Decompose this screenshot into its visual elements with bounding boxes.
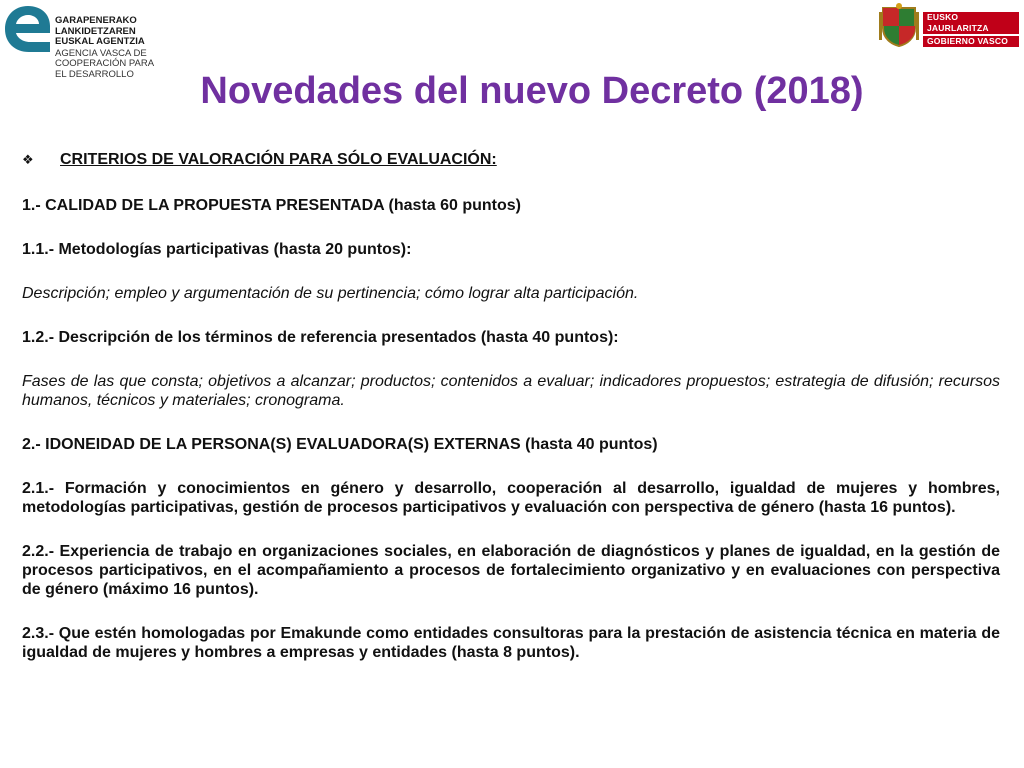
criterion-1-1-heading: 1.1.- Metodologías participativas (hasta 20 puntos): xyxy=(22,241,412,258)
criterion-1-2-description: Fases de las que consta; objetivos a alcanzar; productos; contenidos a evaluar; indicadores propuestos; estrategia de difusión; recursos humanos, técnicos y materiales; cronograma. xyxy=(22,373,1000,409)
criterion-1-1-description: Descripción; empleo y argumentación de su pertinencia; cómo lograr alta participación. xyxy=(22,285,639,302)
agency-logo-subline: AGENCIA VASCA DE xyxy=(55,47,147,59)
section-heading: CRITERIOS DE VALORACIÓN PARA SÓLO EVALUACIÓN: xyxy=(60,151,497,168)
criterion-1-heading: 1.- CALIDAD DE LA PROPUESTA PRESENTADA (hasta 60 puntos) xyxy=(22,197,521,214)
government-logo-text xyxy=(923,12,1019,47)
page-title: Novedades del nuevo Decreto (2018) xyxy=(200,70,864,112)
coat-of-arms-icon xyxy=(877,2,921,48)
e-letter-logo-icon xyxy=(2,2,54,56)
agency-logo-line: LANKIDETZAREN xyxy=(55,25,136,37)
agency-logo-line: GARAPENERAKO xyxy=(55,15,137,26)
criterion-2-3: 2.3.- Que estén homologadas por Emakunde como entidades consultoras para la prestación de asistencia técnica en materia de igualdad de mujeres y hombres a empresas y entidades (hasta 8 puntos). xyxy=(22,625,1000,661)
government-logo-line: GOBIERNO VASCO xyxy=(923,36,1019,47)
government-logo-line: EUSKO JAURLARITZA xyxy=(923,12,1019,34)
section-heading-row xyxy=(22,150,1000,169)
criterion-1-2-heading: 1.2.- Descripción de los términos de referencia presentados (hasta 40 puntos): xyxy=(22,329,619,346)
agency-logo-subline: COOPERACIÓN PARA xyxy=(55,58,155,69)
criterion-2-2: 2.2.- Experiencia de trabajo en organizaciones sociales, en elaboración de diagnósticos y planes de igualdad, en la gestión de procesos participativos, en el acompañamiento a procesos de fortalecimiento organizativo y en evaluaciones con perspectiva de género (máximo 16 puntos). xyxy=(22,543,1000,598)
slide-content xyxy=(22,150,1000,687)
criterion-2-heading: 2.- IDONEIDAD DE LA PERSONA(S) EVALUADORA(S) EXTERNAS (hasta 40 puntos) xyxy=(22,436,658,453)
diamond-bullet-icon: ❖ xyxy=(22,152,34,167)
criterion-2-1: 2.1.- Formación y conocimientos en género y desarrollo, cooperación al desarrollo, igualdad de mujeres y hombres, metodologías participativas, gestión de procesos participativos y evaluación con perspectiva de género (hasta 16 puntos). xyxy=(22,480,1000,516)
agency-logo-subline: EL DESARROLLO xyxy=(55,68,134,80)
government-logo xyxy=(877,2,1021,48)
agency-logo-line: EUSKAL AGENTZIA xyxy=(55,36,145,47)
